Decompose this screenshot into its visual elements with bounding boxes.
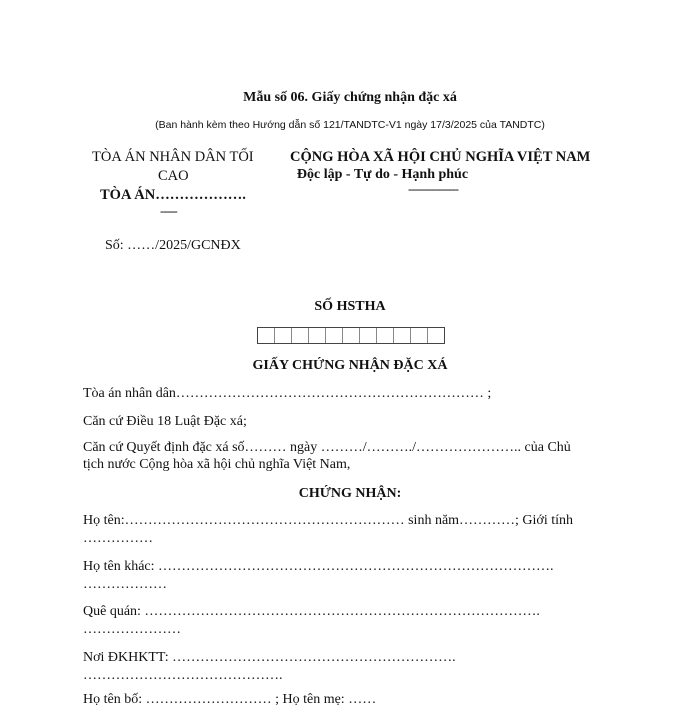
other-name-line-cont: ……………… [83,577,167,592]
so-hstha-box[interactable] [377,328,394,343]
so-hstha-box[interactable] [428,328,444,343]
other-name-line: Họ tên khác: …………………………………………………………………………. [83,559,554,574]
certify-heading: CHỨNG NHẬN: [298,486,402,501]
court-line-2: CAO [158,168,189,184]
residence-line-cont: ……………………………………. [83,668,283,683]
national-motto: Độc lập - Tự do - Hạnh phúc [296,167,469,182]
basis-decision-line-2: tịch nước Cộng hòa xã hội chủ nghĩa Việt Nam, [83,457,351,472]
so-hstha-box[interactable] [326,328,343,343]
hometown-line: Quê quán: …………………………………………………………………………. [83,604,540,619]
so-hstha-box[interactable] [360,328,377,343]
so-hstha-box[interactable] [394,328,411,343]
hometown-line-cont: ………………… [83,622,181,637]
so-hstha-label: SỐ HSTHA [314,299,386,314]
parents-line: Họ tên bố: ……………………… ; Họ tên mẹ: …… [83,692,377,707]
so-hstha-box[interactable] [343,328,360,343]
form-title: Mẫu số 06. Giấy chứng nhận đặc xá [243,90,457,105]
so-hstha-box[interactable] [309,328,326,343]
name-line-cont: …………… [83,531,153,546]
so-hstha-box[interactable] [258,328,275,343]
court-divider: ----- [160,203,177,218]
so-hstha-boxes[interactable] [257,327,445,344]
motto-divider: --------------- [408,181,458,196]
certificate-title: GIẤY CHỨNG NHẬN ĐẶC XÁ [252,358,448,373]
so-hstha-box[interactable] [275,328,292,343]
basis-decision-line-1: Căn cứ Quyết định đặc xá số……… ngày ………/………./………………….. của Chủ [83,440,571,455]
court-line-1: TÒA ÁN NHÂN DÂN TỐI [92,149,254,165]
nation-name: CỘNG HÒA XÃ HỘI CHỦ NGHĨA VIỆT NAM [290,149,591,165]
basis-law: Căn cứ Điều 18 Luật Đặc xá; [83,414,247,429]
issued-note: (Ban hành kèm theo Hướng dẫn số 121/TANDTC-V1 ngày 17/3/2025 của TANDTC) [155,119,545,131]
so-hstha-box[interactable] [411,328,428,343]
so-hstha-box[interactable] [292,328,309,343]
document-number: Số: ……/2025/GCNĐX [105,238,241,253]
court-line: Tòa án nhân dân………………………………………………………… ; [83,386,492,401]
name-line: Họ tên:…………………………………………………… sinh năm…………; Giới tính [83,513,574,528]
residence-line: Nơi ĐKHKTT: ……………………………………………………. [83,650,456,665]
court-name: TÒA ÁN………………. [100,187,246,203]
